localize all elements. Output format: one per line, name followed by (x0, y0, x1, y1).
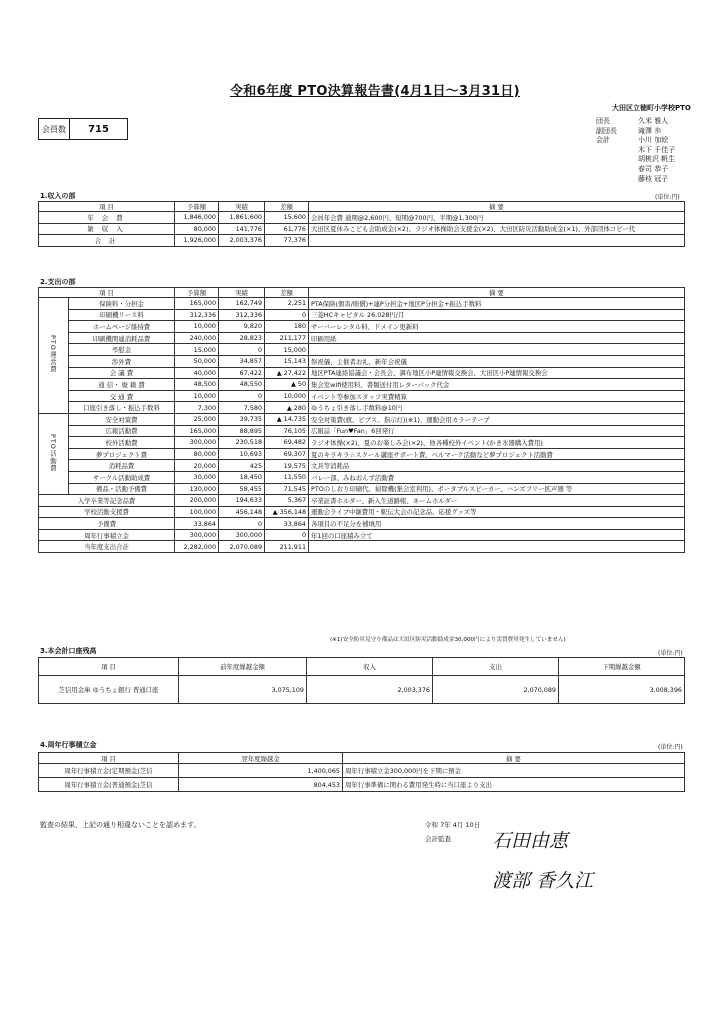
row-diff: ▲ 280 (265, 402, 309, 414)
header-budget: 予算額 (175, 288, 219, 298)
expense-row (39, 495, 685, 507)
row-diff: ▲ 356,148 (265, 506, 309, 518)
expense-row (39, 529, 685, 541)
expense-row (39, 402, 685, 414)
balance-next: 3,008,396 (559, 676, 685, 704)
row-budget: 80,000 (175, 448, 219, 460)
header-item: 項 目 (39, 658, 179, 676)
row-diff: 76,105 (265, 425, 309, 437)
expense-group-text: PTO運営費 (49, 335, 57, 374)
row-budget: 7,300 (175, 402, 219, 414)
officer-role (596, 155, 638, 165)
row-diff: 69,482 (265, 437, 309, 449)
header-summary: 摘 要 (343, 753, 685, 764)
header-actual: 実績 (219, 202, 265, 212)
expense-row (39, 448, 685, 460)
row-summary: 三菱HCキャピタル 26,028円/月 (309, 309, 685, 321)
row-item: 交 通 費 (69, 390, 175, 402)
row-actual: 39,735 (219, 413, 265, 425)
income-table (38, 201, 685, 247)
row-item: 備品・活動予備費 (69, 483, 175, 495)
expense-row (39, 298, 685, 310)
header-item: 項 目 (39, 288, 175, 298)
officer-name: 木下 千佳子 (638, 145, 676, 154)
row-budget: 1,846,000 (175, 212, 219, 224)
balance-item: 芝信用金庫 ゆうちょ銀行 普通口座 (39, 676, 179, 704)
row-summary (309, 344, 685, 356)
row-summary: 年1回の口座積み立て (309, 529, 685, 541)
row-summary: 夏のキラキラ☆スクール講座サポート費、ベルマーク活動など夢プロジェクト活動費 (309, 448, 685, 460)
row-budget: 20,000 (175, 460, 219, 472)
row-actual: 58,455 (219, 483, 265, 495)
row-summary: イベント等参加スタッフ実費精算 (309, 390, 685, 402)
balance-prev: 3,075,109 (179, 676, 307, 704)
officer-role: 副団長 (596, 126, 617, 135)
row-item: 合 計 (39, 235, 175, 247)
row-item: 周年行事積立金 (39, 529, 175, 541)
row-actual: 7,580 (219, 402, 265, 414)
officer-row (596, 136, 675, 146)
row-item: 雑 収 入 (39, 223, 175, 235)
row-actual: 425 (219, 460, 265, 472)
balance-header-row (39, 658, 685, 676)
row-summary: ゆうちょ引き落し手数料@10円 (309, 402, 685, 414)
audit-date: 令和 7年 4月 10日 (425, 821, 481, 829)
row-summary: 周年行事積立金300,000円を下期に預金 (343, 764, 685, 778)
header-income: 収入 (307, 658, 433, 676)
row-summary: 広報誌「Fun♥Fan」6回発行 (309, 425, 685, 437)
row-item: 周年行事積立金(定期預金)芝信 (39, 764, 179, 778)
row-actual: 300,000 (219, 529, 265, 541)
row-amount: 1,400,065 (179, 764, 343, 778)
row-budget: 10,000 (175, 390, 219, 402)
officer-row (596, 117, 675, 127)
expense-table (38, 287, 685, 553)
balance-income: 2,003,376 (307, 676, 433, 704)
row-diff: 0 (265, 309, 309, 321)
expense-row (39, 355, 685, 367)
row-budget: 48,500 (175, 379, 219, 391)
organization-name: 大田区立徳町小学校PTO (612, 104, 691, 112)
row-diff: ▲ 50 (265, 379, 309, 391)
audit-statement: 監査の結果、上記の通り相違ないことを認めます。 (40, 821, 201, 829)
row-budget: 33,864 (175, 518, 219, 530)
row-diff: 77,376 (265, 235, 309, 247)
expense-row (39, 390, 685, 402)
anniversary-row (39, 778, 685, 792)
row-item: ホームページ維持費 (69, 321, 175, 333)
row-item: サークル活動助成費 (69, 471, 175, 483)
row-budget: 15,000 (175, 344, 219, 356)
row-budget: 30,000 (175, 471, 219, 483)
expense-row (39, 541, 685, 553)
officer-name: 滝澤 歩 (638, 126, 662, 135)
row-budget: 165,000 (175, 425, 219, 437)
row-actual: 48,550 (219, 379, 265, 391)
row-summary (309, 235, 685, 247)
member-count-label: 会員数 (39, 119, 70, 139)
member-count-box (38, 118, 128, 140)
auditor-label: 会計監査 (425, 835, 451, 843)
row-item: 校外活動費 (69, 437, 175, 449)
expense-row (39, 437, 685, 449)
row-summary: PTA保険(個害/賠償)+連P分担金+地区P分担金+振込手数料 (309, 298, 685, 310)
row-summary (309, 541, 685, 553)
header-summary: 摘 要 (309, 288, 685, 298)
expense-row (39, 321, 685, 333)
row-actual: 1,861,600 (219, 212, 265, 224)
row-item: 渉外費 (69, 355, 175, 367)
row-budget: 50,000 (175, 355, 219, 367)
expense-row (39, 425, 685, 437)
row-actual: 9,820 (219, 321, 265, 333)
officer-name: 久米 雅人 (638, 117, 669, 125)
row-actual: 0 (219, 344, 265, 356)
row-item: 消耗品費 (69, 460, 175, 472)
row-item: 周年行事積立金(普通預金)芝信 (39, 778, 179, 792)
row-item: 弔慰金 (69, 344, 175, 356)
row-actual: 312,336 (219, 309, 265, 321)
officer-row (596, 146, 675, 156)
row-summary: 祭祝儀、主催者お礼、新年会祝儀 (309, 355, 685, 367)
auditor-signature-1: 石田由恵 (492, 830, 569, 852)
row-item: 口座引き落し・振込手数料 (69, 402, 175, 414)
row-actual: 194,633 (219, 495, 265, 507)
anniversary-table (38, 752, 685, 792)
row-actual: 18,450 (219, 471, 265, 483)
row-budget: 200,000 (175, 495, 219, 507)
row-item: 入学卒業等記念品費 (39, 495, 175, 507)
expense-group-label (39, 413, 69, 494)
expense-row (39, 460, 685, 472)
row-summary: 文具等消耗品 (309, 460, 685, 472)
officer-role: 団長 (596, 117, 610, 125)
income-unit-label: (単位:円) (655, 194, 680, 201)
row-summary: 印刷用紙 (309, 332, 685, 344)
row-actual: 67,422 (219, 367, 265, 379)
row-item: 予備費 (39, 518, 175, 530)
row-budget: 240,000 (175, 332, 219, 344)
row-item: 広報活動費 (69, 425, 175, 437)
header-diff: 差額 (265, 288, 309, 298)
row-budget: 130,000 (175, 483, 219, 495)
row-actual: 230,518 (219, 437, 265, 449)
row-summary: ラジオ体操(×2)、夏のお楽しみ会(×2)、他各種校外イベント(かき氷器購入費用) (309, 437, 685, 449)
officer-role (596, 165, 638, 175)
expense-group-text: PTO活動費 (49, 434, 57, 473)
row-diff: 11,550 (265, 471, 309, 483)
anniversary-header-row (39, 753, 685, 764)
expense-row (39, 309, 685, 321)
row-budget: 25,000 (175, 413, 219, 425)
expense-row (39, 332, 685, 344)
row-item: 保険料・分担金 (69, 298, 175, 310)
row-diff: 71,545 (265, 483, 309, 495)
row-item: 印刷機リース料 (69, 309, 175, 321)
officer-role (596, 175, 638, 185)
row-diff: 69,307 (265, 448, 309, 460)
row-actual: 141,776 (219, 223, 265, 235)
balance-section-label: 3.本会計口座残高 (40, 647, 97, 655)
officer-row (596, 165, 675, 175)
row-diff: 33,864 (265, 518, 309, 530)
row-diff: 0 (265, 529, 309, 541)
row-actual: 0 (219, 518, 265, 530)
expense-row (39, 518, 685, 530)
row-item: 当年度支出合計 (39, 541, 175, 553)
anniversary-unit-label: (単位:円) (658, 744, 683, 751)
row-summary: 周年行事準備に関わる費用発生時に当口座より支出 (343, 778, 685, 792)
document-title: 令和6年度 PTO決算報告書(4月1日〜3月31日) (230, 84, 520, 99)
header-actual: 実績 (219, 288, 265, 298)
row-diff: 15,000 (265, 344, 309, 356)
row-summary: 運動会ライブ中継費用・駅伝大会の記念品、応援グッズ等 (309, 506, 685, 518)
officer-name: 春司 恭子 (638, 164, 669, 173)
row-diff: 10,000 (265, 390, 309, 402)
balance-expense: 2,070,089 (433, 676, 559, 704)
header-expense: 支出 (433, 658, 559, 676)
row-actual: 88,895 (219, 425, 265, 437)
row-summary: 地区PTA連絡協議会・会長会、調布地区小P連情報交換会、大田区小P連情報交換会 (309, 367, 685, 379)
row-actual: 2,070,089 (219, 541, 265, 553)
expense-section-label: 2.支出の部 (40, 278, 76, 286)
row-budget: 100,000 (175, 506, 219, 518)
row-budget: 2,282,000 (175, 541, 219, 553)
row-diff: 15,143 (265, 355, 309, 367)
income-row (39, 223, 685, 235)
row-diff: 5,367 (265, 495, 309, 507)
header-item: 項 目 (39, 202, 175, 212)
row-summary: 卒業証書ホルダー、新入生道路帳、ネームホルダー (309, 495, 685, 507)
row-summary: サーバーレンタル料、ドメイン更新料 (309, 321, 685, 333)
row-summary: PTOのしおり印刷代、掃除機(集会室利用)、ポータブルスピーカー、ハンズフリー拡声器 等 (309, 483, 685, 495)
safety-note: (※1)安全防災見守り備品は大田区防災活動助成金30,000円により実質費用発生していません) (330, 637, 566, 643)
row-summary: バレー部、みねおんず活動費 (309, 471, 685, 483)
expense-row (39, 379, 685, 391)
income-row (39, 212, 685, 224)
row-diff: 2,251 (265, 298, 309, 310)
income-row (39, 235, 685, 247)
balance-table (38, 657, 685, 704)
row-diff: 180 (265, 321, 309, 333)
income-section-label: 1.収入の部 (40, 192, 76, 200)
row-diff: ▲ 14,735 (265, 413, 309, 425)
expense-row (39, 413, 685, 425)
officer-role: 会計 (596, 136, 610, 145)
balance-row (39, 676, 685, 704)
auditor-signature-2: 渡部 香久江 (492, 870, 594, 892)
row-budget: 1,926,000 (175, 235, 219, 247)
officer-row (596, 155, 675, 165)
header-next: 下期繰越金額 (559, 658, 685, 676)
anniversary-row (39, 764, 685, 778)
balance-unit-label: (単位:円) (658, 650, 683, 657)
expense-row (39, 506, 685, 518)
row-budget: 300,000 (175, 437, 219, 449)
row-diff: 211,177 (265, 332, 309, 344)
row-item: 印刷機関連消耗品費 (69, 332, 175, 344)
row-summary: 安全対策費(旗、ビブス、指示灯)(※1)、運動会用カラーテープ (309, 413, 685, 425)
row-budget: 40,000 (175, 367, 219, 379)
header-diff: 差額 (265, 202, 309, 212)
row-diff: 61,776 (265, 223, 309, 235)
row-actual: 34,857 (219, 355, 265, 367)
officer-row (596, 127, 675, 137)
row-budget: 10,000 (175, 321, 219, 333)
expense-row (39, 483, 685, 495)
row-budget: 80,000 (175, 223, 219, 235)
row-summary: 大田区夏休みこども会助成金(×2)、ラジオ体操助会支援金(×2)、大田区防災活動助成金(×1)、外部団体コピー代 (309, 223, 685, 235)
member-count-value: 715 (88, 123, 109, 135)
row-item: 夢プロジェクト費 (69, 448, 175, 460)
row-actual: 28,823 (219, 332, 265, 344)
officer-row (596, 175, 675, 185)
row-budget: 165,000 (175, 298, 219, 310)
row-actual: 2,003,376 (219, 235, 265, 247)
officer-name: 胡桃沢 帆生 (638, 155, 676, 164)
row-budget: 300,000 (175, 529, 219, 541)
row-diff: 211,911 (265, 541, 309, 553)
row-diff: 19,575 (265, 460, 309, 472)
officer-role (596, 146, 638, 156)
officer-name: 藤枝 冠子 (638, 174, 669, 183)
row-item: 安全対策費 (69, 413, 175, 425)
anniversary-section-label: 4.周年行事積立金 (40, 741, 97, 749)
row-item: 年 会 費 (39, 212, 175, 224)
expense-row (39, 367, 685, 379)
header-prev: 前年度繰越金額 (179, 658, 307, 676)
header-budget: 予算額 (175, 202, 219, 212)
officer-name: 小川 加絵 (638, 136, 669, 145)
row-actual: 10,693 (219, 448, 265, 460)
row-item: 学校活動支援費 (39, 506, 175, 518)
row-summary: 会員年会費 通期@2,600円、短期@700円、半期@1,300円 (309, 212, 685, 224)
row-summary: 各項目の不足分を補填用 (309, 518, 685, 530)
income-header-row (39, 202, 685, 212)
row-diff: 15,600 (265, 212, 309, 224)
row-actual: 0 (219, 390, 265, 402)
row-summary: 集会室wifi使用料、書類送付用レターパック代金 (309, 379, 685, 391)
officers-list (596, 117, 675, 184)
expense-group-label (39, 298, 69, 414)
row-item: 会 議 費 (69, 367, 175, 379)
header-item: 項 目 (39, 753, 179, 764)
row-actual: 162,749 (219, 298, 265, 310)
header-summary: 摘 要 (309, 202, 685, 212)
row-diff: ▲ 27,422 (265, 367, 309, 379)
expense-row (39, 344, 685, 356)
expense-row (39, 471, 685, 483)
row-amount: 804,453 (179, 778, 343, 792)
row-actual: 456,148 (219, 506, 265, 518)
row-budget: 312,336 (175, 309, 219, 321)
row-item: 通 信・ 廃 籍 費 (69, 379, 175, 391)
expense-header-row (39, 288, 685, 298)
header-amount: 翌年度繰越金 (179, 753, 343, 764)
